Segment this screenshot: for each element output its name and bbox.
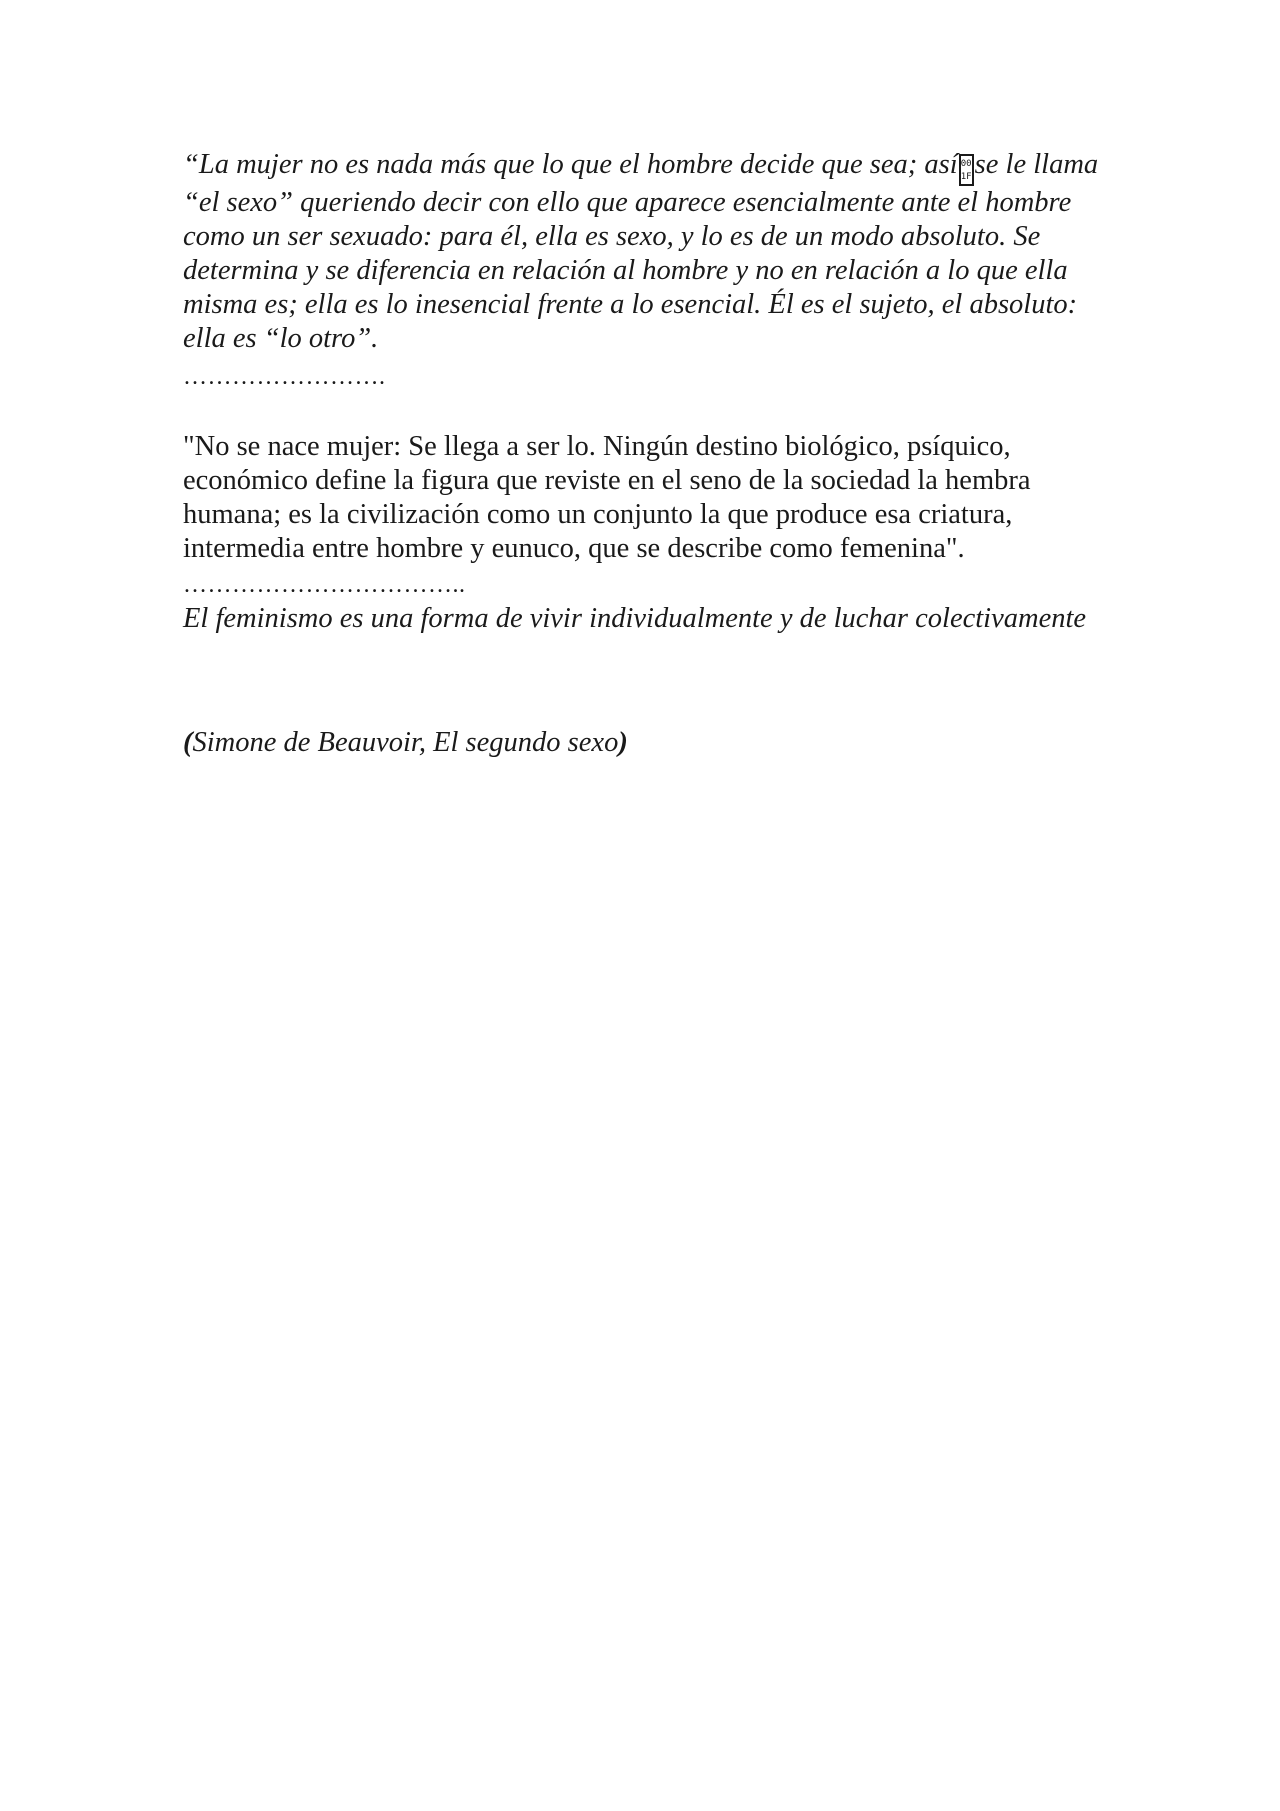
quote-paragraph-3: El feminismo es una forma de vivir individualmente y de luchar colectivamente bbox=[183, 603, 1087, 634]
citation-text: Simone de Beauvoir, El segundo sexo bbox=[192, 727, 619, 758]
document-body bbox=[183, 148, 1103, 760]
quote-1-text-start: “La mujer no es nada más que lo que el hombre decide que sea; así bbox=[183, 149, 958, 180]
missing-glyph-box: 00 1F bbox=[959, 154, 974, 186]
citation-open-paren: ( bbox=[183, 727, 193, 758]
citation-close-paren: ) bbox=[618, 727, 628, 758]
quote-paragraph-2: "No se nace mujer: Se llega a ser lo. Ningún destino biológico, psíquico, económico define la figura que reviste en el seno de la sociedad la hembra humana; es la civilización como un conjunto la que produce esa criatura, intermedia entre hombre y eunuco, que se describe como femenina". bbox=[183, 431, 1031, 564]
quote-paragraph-1 bbox=[183, 148, 1103, 356]
quote-1-text-end: se le llama “el sexo” queriendo decir con ello que aparece esencialmente ante el hombre como un ser sexuado: para él, ella es sexo, y lo es de un modo absoluto. Se determina y se diferencia en relación al hombre y no en relación a lo que ella misma es; ella es lo inesencial frente a lo esencial. Él es el sujeto, el absoluto: ella es “lo otro”. bbox=[183, 149, 1099, 354]
dotted-separator-2: …………………………….. bbox=[183, 572, 466, 598]
citation bbox=[183, 726, 1103, 760]
dotted-separator-1: ……………………. bbox=[183, 364, 386, 390]
